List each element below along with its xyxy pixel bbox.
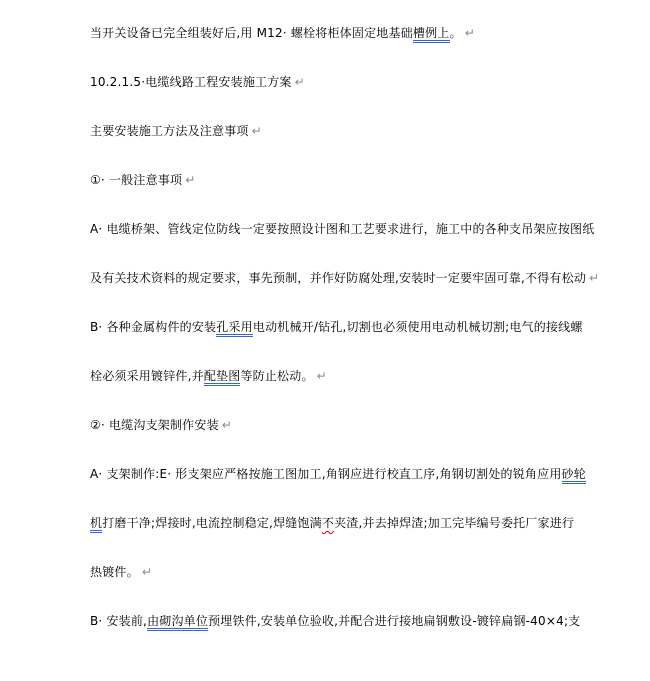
text-run: B· 各种金属构件的安装 <box>90 320 217 334</box>
text-run: 及有关技术资料的规定要求，事先预制，并作好防腐处理,安装时一定要牢固可靠,不得有松动 <box>90 271 587 285</box>
list-item-line <box>90 401 590 450</box>
text-run: ①· 一般注意事项 <box>90 173 183 187</box>
text-run: 预埋铁件,安装单位验收,并配合进行接地扁钢敷设-镀锌扁钢-40×4;支 <box>208 614 581 628</box>
text-run: 。 <box>449 26 462 40</box>
grammar-underlined-text: 槽例上 <box>413 26 450 43</box>
text-run: 当开关设备已完全组装好后,用 M12· 螺栓将柜体固定地基础 <box>90 26 413 40</box>
paragraph-mark-icon: ↵ <box>251 124 262 138</box>
text-line <box>90 597 590 646</box>
paragraph-mark-icon: ↵ <box>589 271 600 285</box>
text-run: 打磨干净;焊接时,电流控制稳定,焊缝饱满 <box>102 516 322 530</box>
paragraph-mark-icon: ↵ <box>316 369 327 383</box>
text-line <box>90 548 590 597</box>
text-line <box>90 352 590 401</box>
paragraph-mark-icon: ↵ <box>464 26 475 40</box>
text-run: 电动机械开/钻孔,切割也必须使用电动机械切割;电气的接线螺 <box>252 320 583 334</box>
grammar-underlined-text: 孔采用 <box>216 320 253 337</box>
paragraph-mark-icon: ↵ <box>294 75 305 89</box>
text-run: A· 电缆桥架、管线定位防线一定要按照设计图和工艺要求进行，施工中的各种支吊架应按图纸 <box>90 222 595 236</box>
grammar-underlined-text: 配垫图 <box>204 369 241 386</box>
text-line <box>90 254 600 303</box>
document-page <box>90 9 600 646</box>
grammar-underlined-text: 砂轮 <box>562 467 586 484</box>
section-heading-text: 10.2.1.5·电缆线路工程安装施工方案 <box>90 75 292 89</box>
text-run: B· 安装前, <box>90 614 148 628</box>
list-item-line <box>90 156 590 205</box>
grammar-underlined-text: 机 <box>90 516 102 533</box>
text-line <box>90 499 590 548</box>
spellcheck-underlined-text: 不 <box>321 516 335 530</box>
text-run: 夹渣,并去掉焊渣;加工完毕编号委托厂家进行 <box>334 516 575 530</box>
text-line <box>90 450 590 499</box>
text-run: A· 支架制作:E· 形支架应严格按施工图加工,角钢应进行校直工序,角钢切割处的锐角应用 <box>90 467 562 481</box>
text-line <box>90 9 590 58</box>
text-line <box>90 205 595 254</box>
paragraph-mark-icon: ↵ <box>185 173 196 187</box>
text-run: 热镀件。 <box>90 565 139 579</box>
heading-line <box>90 58 590 107</box>
paragraph-mark-icon: ↵ <box>141 565 153 579</box>
text-run: 主要安装施工方法及注意事项 <box>90 124 249 138</box>
grammar-underlined-text: 由砌沟单位 <box>147 614 208 631</box>
text-line <box>90 107 590 156</box>
text-line <box>90 303 590 352</box>
text-run: 栓必须采用镀锌件,并 <box>90 369 204 383</box>
text-run: 等防止松动。 <box>240 369 314 383</box>
paragraph-mark-icon: ↵ <box>221 418 233 432</box>
text-run: ②· 电缆沟支架制作安装 <box>90 418 219 432</box>
